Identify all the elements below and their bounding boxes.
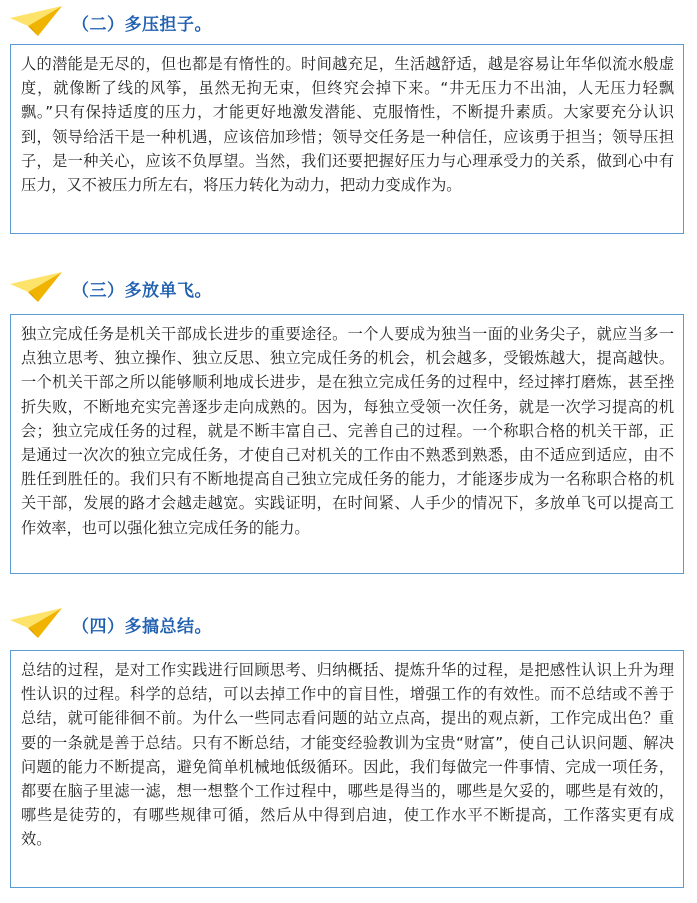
section-title: （三）多放单飞。 (72, 281, 212, 301)
section-duoya-danzi (0, 4, 697, 195)
section-body-text: 独立完成任务是机关干部成长进步的重要途径。一个人要成为独当一面的业务尖子，就应当多一点独立思考、独立操作、独立反思、独立完成任务的机会，机会越多，受锻炼越大，提高越快。一个机关干部之所以能够顺利地成长进步，是在独立完成任务的过程中，经过摔打磨炼，甚至挫折失败，不断地充实完善逐步走向成熟的。因为，每独立受领一次任务，就是一次学习提高的机会；独立完成任务的过程，就是不断丰富自己、完善自己的过程。一个称职合格的机关干部，正是通过一次次的独立完成任务，才使自己对机关的工作由不熟悉到熟悉，由不适应到适应，由不胜任到胜任的。我们只有不断地提高自己独立完成任务的能力，才能逐步成为一名称职合格的机关干部，发展的路才会越走越宽。实践证明，在时间紧、人手少的情况下，多放单飞可以提高工作效率，也可以强化独立完成任务的能力。 (21, 325, 674, 537)
section-body-text: 人的潜能是无尽的，但也都是有惰性的。时间越充足，生活越舒适，越是容易让年华似流水般虚度，就像断了线的风筝，虽然无拘无束，但终究会掉下来。“井无压力不出油，人无压力轻飘飘。”只有保持适度的压力，才能更好地激发潜能、克服惰性，不断提升素质。大家要充分认识到，领导给活干是一种机遇，应该倍加珍惜；领导交任务是一种信任，应该勇于担当；领导压担子，是一种关心，应该不负厚望。当然，我们还要把握好压力与心理承受力的关系，做到心中有压力，又不被压力所左右，将压力转化为动力，把动力变成作为。 (21, 55, 674, 195)
section-body-box (10, 650, 684, 888)
section-header (0, 270, 697, 306)
section-duogao-zongjie (0, 606, 697, 849)
section-body-box (10, 314, 684, 574)
section-header (0, 4, 697, 40)
section-body-text: 总结的过程，是对工作实践进行回顾思考、归纳概括、提炼升华的过程，是把感性认识上升为理性认识的过程。科学的总结，可以去掉工作中的盲目性，增强工作的有效性。而不总结或不善于总结，就可能徘徊不前。为什么一些同志看问题的站立点高，提出的观点新，工作完成出色？重要的一条就是善于总结。只有不断总结，才能变经验教训为宝贵“财富”，使自己认识问题、解决问题的能力不断提高，避免简单机械地低级循环。因此，我们每做完一件事情、完成一项任务，都要在脑子里滤一滤，想一想整个工作过程中，哪些是得当的，哪些是欠妥的，哪些是有效的，哪些是徒劳的，有哪些规律可循，然后从中得到启迪，使工作水平不断提高，工作落实更有成效。 (21, 661, 674, 849)
paper-plane-icon (8, 4, 64, 40)
section-title: （四）多搞总结。 (72, 617, 212, 637)
section-body-box (10, 44, 684, 234)
section-header (0, 606, 697, 642)
section-title: （二）多压担子。 (72, 15, 212, 35)
paper-plane-icon (8, 606, 64, 642)
section-duofang-danfei (0, 270, 697, 537)
paper-plane-icon (8, 270, 64, 306)
